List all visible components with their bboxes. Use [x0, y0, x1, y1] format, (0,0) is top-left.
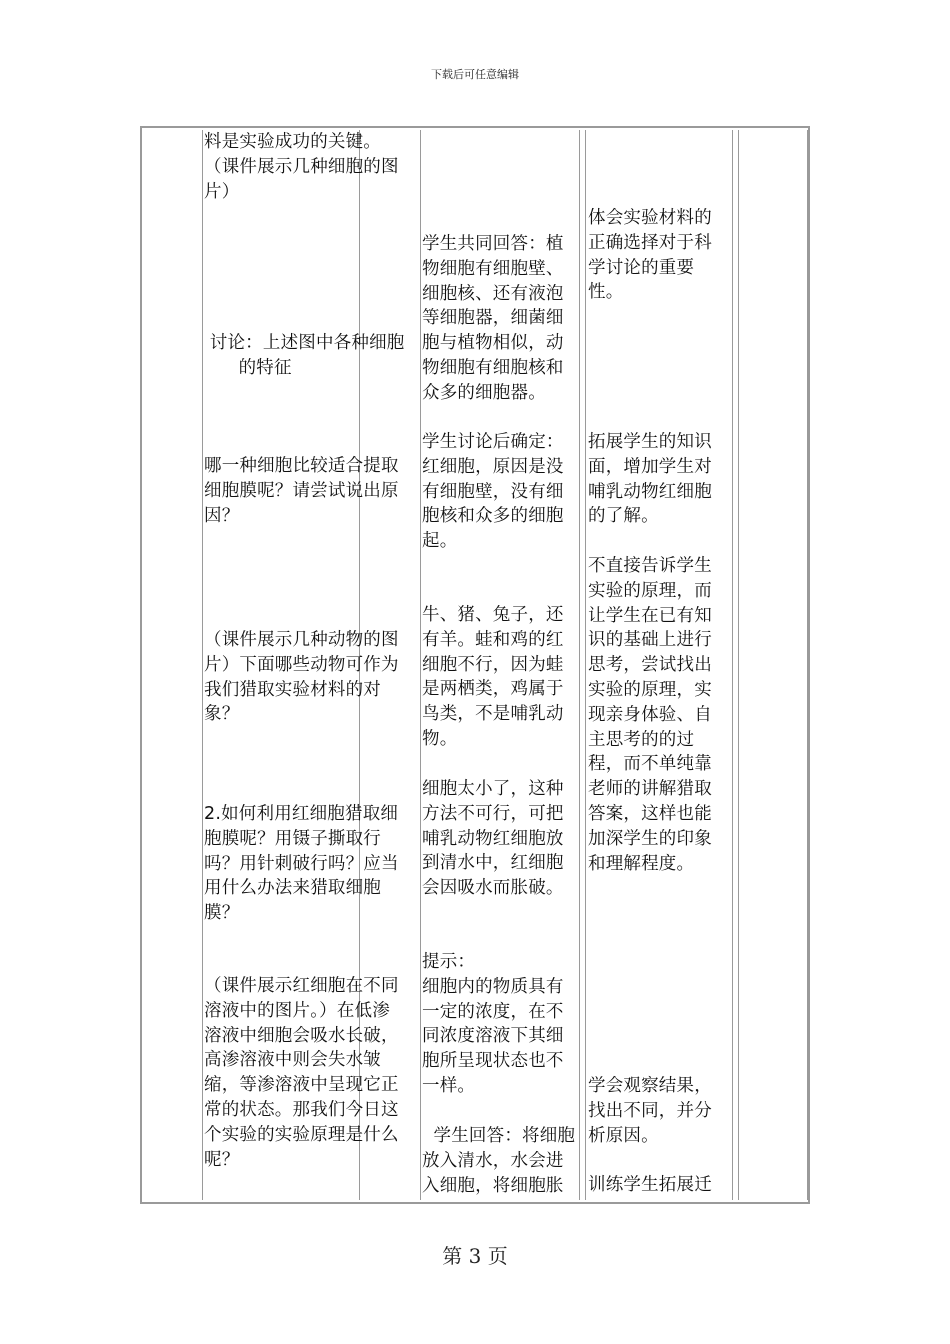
header-note: 下载后可任意编辑: [431, 68, 519, 81]
design-intent-text: 学会观察结果， 找出不同，并分 析原因。: [588, 1076, 712, 1146]
student-activity-text: 细胞太小了，这种 方法不可行，可把 哺乳动物红细胞放 到清水中，红细胞 会因吸水而胀破。: [422, 779, 564, 899]
student-activity-text: 提示： 细胞内的物质具有 一定的浓度，在不 同浓度溶液下其细 胞所呈现状态也不 一样。: [422, 952, 564, 1096]
teacher-activity-text: 料是实验成功的关键。 （课件展示几种细胞的图 片）: [204, 132, 399, 202]
teacher-activity-text: 讨论：上述图中各种细胞 的特征: [209, 333, 405, 378]
student-activity-text: 学生讨论后确定： 红细胞，原因是没 有细胞壁，没有细 胞核和众多的细胞 起。: [422, 432, 564, 552]
design-intent-text: 体会实验材料的 正确选择对于科 学讨论的重要 性。: [588, 208, 712, 303]
design-intent-text: 拓展学生的知识 面，增加学生对 哺乳动物红细胞 的了解。: [588, 432, 712, 527]
teacher-activity-text: （课件展示红细胞在不同 溶液中的图片。）在低渗 溶液中细胞会吸水长破， 高渗溶液中则会失水皱 缩，等渗溶液中呈现它正 常的状态。那我们今日这 个实验的实验原理是什么 呢？: [204, 976, 399, 1170]
teacher-activity-text: 哪一种细胞比较适合提取 细胞膜呢？请尝试说出原 因？: [204, 456, 399, 526]
student-activity-text: 学生共同回答：植 物细胞有细胞壁、 细胞核、还有液泡 等细胞器，细菌细 胞与植物相似，动 物细胞有细胞核和 众多的细胞器。: [422, 234, 564, 403]
design-intent-text: 训练学生拓展迁: [588, 1175, 712, 1195]
teacher-activity-text: 2.如何利用红细胞猎取细 胞膜呢？用镊子撕取行 吗？用针刺破行吗？应当 用什么办法来猎取细胞 膜？: [204, 804, 399, 924]
student-activity-text: 学生回答：将细胞 放入清水，水会进 入细胞，将细胞胀: [422, 1126, 576, 1196]
page-number: 第 3 页: [442, 1244, 508, 1268]
table-column-divider: [738, 130, 808, 1200]
lesson-table: [140, 126, 810, 1204]
design-intent-text: 不直接告诉学生 实验的原理，而 让学生在已有知 识的基础上进行 思考，尝试找出 实验的原理，实 现亲身体验、自 主思考的的过 程，而不单纯靠 老师的讲解猎取 答案，这样也能 加深学生的印象 和理解程度。: [588, 556, 712, 874]
student-activity-text: 牛、猪、兔子，还 有羊。蛙和鸡的红 细胞不行，因为蛙 是两栖类，鸡属于 鸟类，不是哺乳动 物。: [422, 605, 564, 749]
teacher-activity-text: （课件展示几种动物的图 片）下面哪些动物可作为 我们猎取实验材料的对 象？: [204, 630, 399, 725]
